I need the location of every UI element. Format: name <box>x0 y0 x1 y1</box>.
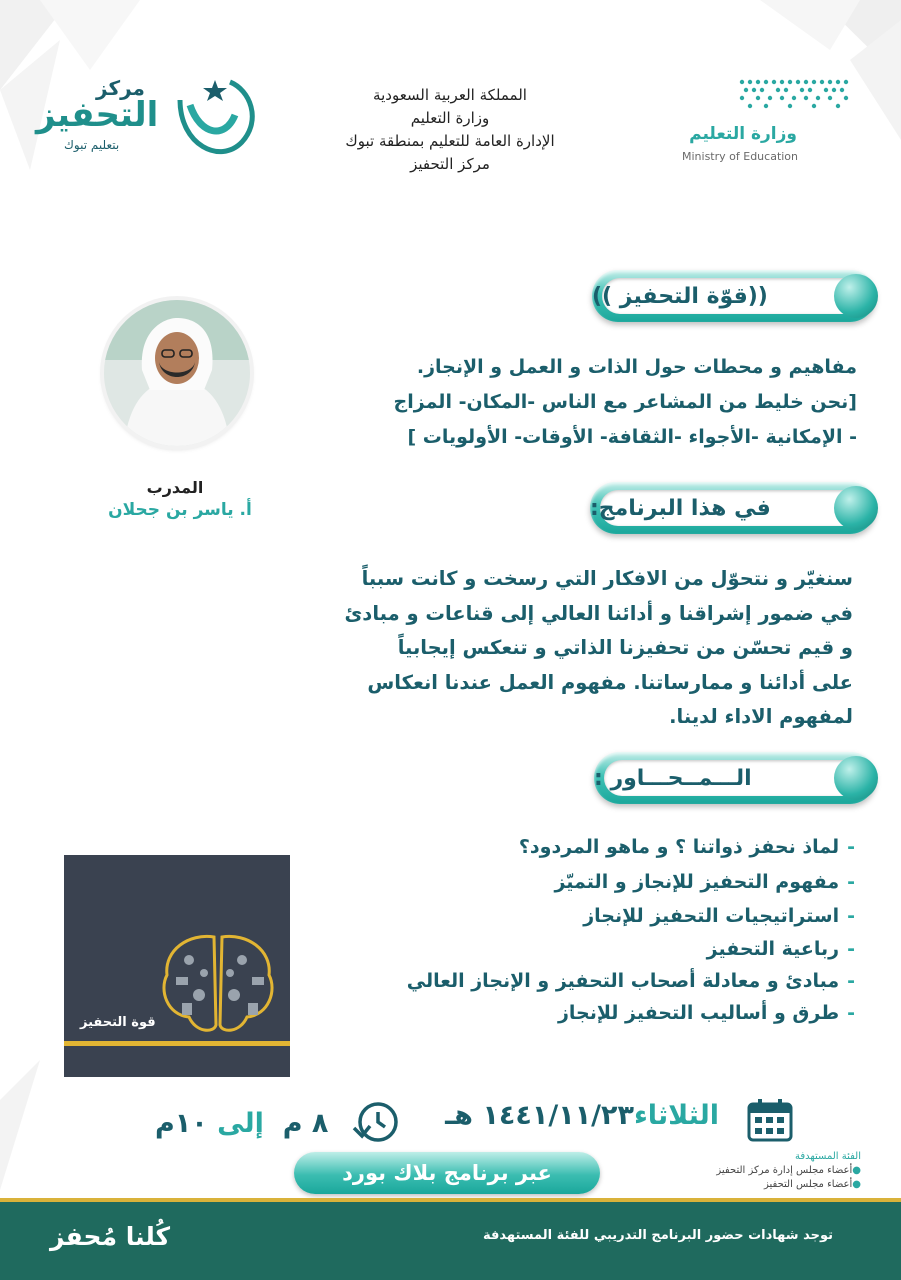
trainer-photo <box>104 300 250 446</box>
date-value: ١٤٤١/١١/٢٣ هـ <box>445 1100 634 1131</box>
axes-heading: الـــمــحـــاور : <box>594 765 752 791</box>
axis-item: -مفهوم التحفيز للإنجاز و التميّز <box>554 871 855 893</box>
book-title: قوة التحفيز <box>80 1015 156 1030</box>
intro-line: - الإمكانية -الأجواء -الثقافة- الأوقات- الأولويات ] <box>407 426 857 448</box>
header-line: المملكة العربية السعودية <box>373 86 527 104</box>
target-audience <box>716 1150 861 1192</box>
about-paragraph <box>344 562 853 735</box>
book-cover-image <box>64 855 290 1077</box>
about-line: سنغيّر و نتحوّل من الافكار التي رسخت و كانت سبباً <box>361 567 853 590</box>
about-heading: في هذا البرنامج: <box>590 495 771 521</box>
pill-cap-icon <box>834 486 878 530</box>
target-item: ●أعضاء مجلس إدارة مركز التحفيز <box>716 1165 861 1176</box>
time-end: ١٠م <box>155 1108 208 1139</box>
logo-text-top: مركز <box>96 76 145 100</box>
axis-item: -رباعية التحفيز <box>706 938 855 960</box>
logo-text-sub: بتعليم تبوك <box>64 138 120 152</box>
axis-item: -لماذ نحفز ذواتنا ؟ و ماهو المردود؟ <box>518 836 855 858</box>
axes-heading-pill <box>594 752 876 804</box>
program-title-pill <box>592 270 876 322</box>
moe-english-name: Ministry of Education <box>682 150 799 163</box>
axis-item: -مبادئ و معادلة أصحاب التحفيز و الإنجاز العالي <box>406 970 855 992</box>
footer-slogan: كُلنا مُحفز <box>50 1222 171 1251</box>
pill-cap-icon <box>834 274 878 318</box>
program-title: ((قوّة التحفيز )) <box>592 283 768 309</box>
platform-pill <box>294 1152 600 1194</box>
intro-line: مفاهيم و محطات حول الذات و العمل و الإنجاز. <box>416 356 857 378</box>
footer-note: توجد شهادات حضور البرنامج التدريبي للفئة المستهدفة <box>482 1228 833 1243</box>
trainer-name: أ. ياسر بن جحلان <box>108 500 252 520</box>
clock-icon <box>350 1100 400 1144</box>
time-row <box>155 1108 328 1139</box>
header-line: الإدارة العامة للتعليم بمنطقة تبوك <box>345 132 555 150</box>
about-line: على أدائنا و ممارساتنا. مفهوم العمل عندنا انعكاس <box>367 670 853 694</box>
header-line: وزارة التعليم <box>410 109 490 127</box>
header-line: مركز التحفيز <box>410 155 490 173</box>
calendar-icon <box>746 1098 794 1142</box>
about-line: لمفهوم الاداء لدينا. <box>669 705 853 728</box>
about-heading-pill <box>590 482 876 534</box>
pill-cap-icon <box>834 756 878 800</box>
trainer-label: المدرب <box>146 478 204 497</box>
program-intro <box>394 350 857 455</box>
axis-item: -طرق و أساليب التحفيز للإنجاز <box>557 1002 855 1024</box>
logo-text-main: التحفيز <box>36 95 159 135</box>
about-line: في ضمور إشراقنا و أدائنا العالي إلى قناعات و مبادئ <box>344 601 853 625</box>
target-heading: الفئة المستهدفة <box>795 1151 861 1162</box>
about-line: و قيم تحسّن من تحفيزنا الذاتي و تنعكس إيجابياً <box>397 636 853 659</box>
axis-item: -استراتيجيات التحفيز للإنجاز <box>583 905 855 927</box>
target-item: ●أعضاء مجلس التحفيز <box>763 1179 861 1190</box>
intro-line: [نحن خليط من المشاعر مع الناس -المكان- المزاج <box>393 391 857 413</box>
time-start: ٨ م <box>282 1108 329 1139</box>
header-text-block <box>300 84 600 176</box>
moe-arabic-name: وزارة التعليم <box>689 124 797 144</box>
time-to: إلى <box>217 1108 264 1139</box>
platform-label: عبر برنامج بلاك بورد <box>342 1161 552 1185</box>
day-label: الثلاثاء <box>634 1100 719 1131</box>
date-row <box>445 1100 719 1131</box>
